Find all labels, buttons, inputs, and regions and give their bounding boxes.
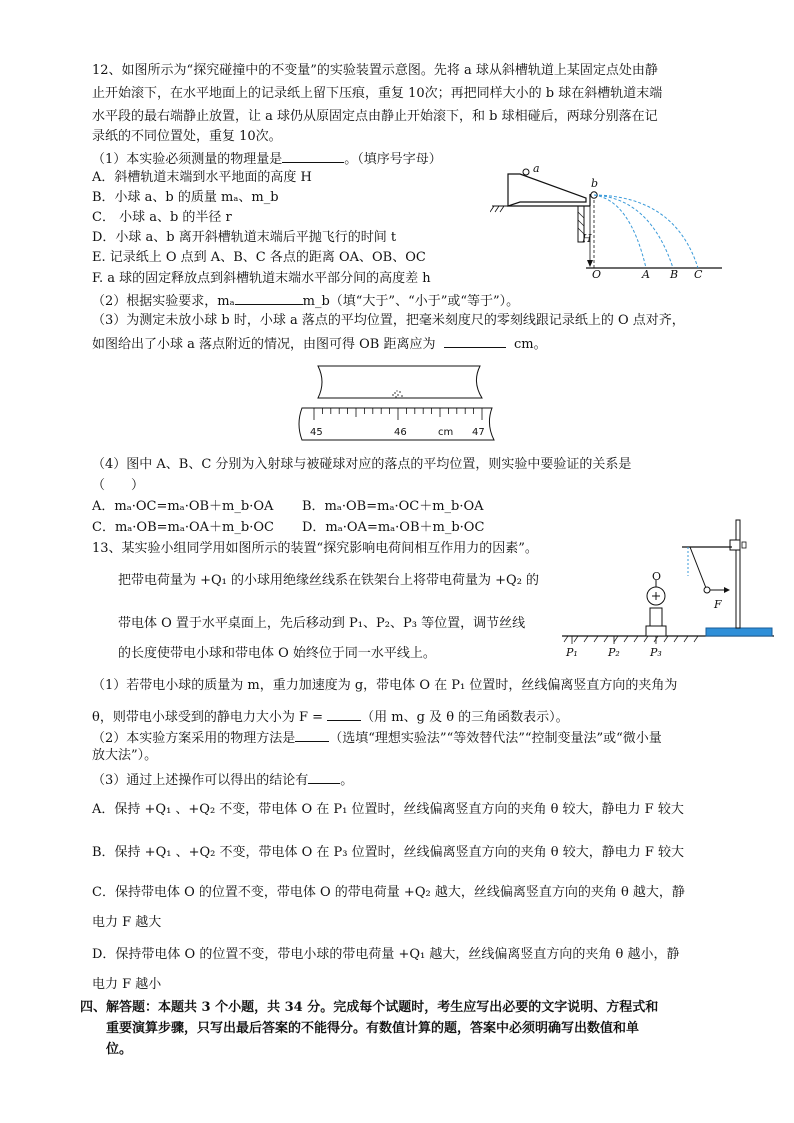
ruler-tick-47: 47 xyxy=(472,427,485,438)
q13-option-a: A．保持 +Q₁ 、+Q₂ 不变，带电体 O 在 P₁ 位置时，丝线偏离竖直方向的夹角 θ 较大，静电力 F 较大 xyxy=(92,802,684,817)
q13-option-d-line-2: 电力 F 越小 xyxy=(92,977,162,992)
q13-title: 13、某实验小组同学用如图所示的装置“探究影响电荷间相互作用力的因素”。 xyxy=(92,541,538,556)
q13-desc-line-3: 的长度使带电小球和带电体 O 始终位于同一水平线上。 xyxy=(118,646,436,661)
q12-stem-line-4: 录纸的不同位置处，重复 10次。 xyxy=(92,129,282,144)
q12-part3-line-1: （3）为测定未放小球 b 时，小球 a 落点的平均位置，把毫米刻度尺的零刻线跟记录纸上的 O 点对齐， xyxy=(92,313,685,328)
q13-part1-line-2 xyxy=(92,707,569,727)
label-C: C xyxy=(694,268,703,280)
q13-desc-line-1: 把带电荷量为 +Q₁ 的小球用绝缘丝线系在铁架台上将带电荷量为 +Q₂ 的 xyxy=(118,573,540,588)
q12-choice-d: D．mₐ·OA=mₐ·OB＋m_b·OC xyxy=(302,520,485,535)
trajectory-a xyxy=(594,195,646,268)
label-O: O xyxy=(592,268,602,280)
q13-part3 xyxy=(92,770,353,790)
q12-choice-b: B．mₐ·OB=mₐ·OC＋m_b·OA xyxy=(302,499,484,514)
q12-option-b: B．小球 a、b 的质量 mₐ、m_b xyxy=(92,190,279,205)
label-b: b xyxy=(591,177,599,190)
section4-line-1: 四、解答题：本题共 3 个小题，共 34 分。完成每个试题时，考生应写出必要的文字说明、方程式和 xyxy=(80,1000,659,1015)
stand-pole xyxy=(736,520,740,628)
label-P1: P₁ xyxy=(566,646,578,659)
q12-stem-line-1: 12、如图所示为“探究碰撞中的不变量”的实验装置示意图。先将 a 球从斜槽轨道上某固定点处由静 xyxy=(92,63,658,78)
label-O: O xyxy=(652,570,662,583)
q12-option-c: C． 小球 a、b 的半径 r xyxy=(92,210,232,225)
q12-choice-c: C．mₐ·OB=mₐ·OA＋m_b·OC xyxy=(92,520,274,535)
q13-option-b: B．保持 +Q₁ 、+Q₂ 不变，带电体 O 在 P₃ 位置时，丝线偏离竖直方向的夹角 θ 较大，静电力 F 较大 xyxy=(92,845,684,860)
section4-line-2: 重要演算步骤，只写出最后答案的不能得分。有数值计算的题，答案中必须明确写出数值和单 xyxy=(106,1021,640,1036)
q13-part2-line-1 xyxy=(92,728,662,748)
q13-part2-blank[interactable] xyxy=(295,728,329,742)
inclined-chute xyxy=(508,174,586,206)
ruler-unit: cm xyxy=(438,427,454,438)
q12-part1 xyxy=(92,149,442,169)
charged-ball xyxy=(704,587,710,593)
q12-stem-line-3: 水平段的最右端静止放置，让 a 球仍从原固定点由静止开始滚下，和 b 球相碰后，两球分别落在记 xyxy=(92,109,658,124)
label-A: A xyxy=(642,268,650,280)
trajectory-c xyxy=(594,195,698,268)
q12-option-f: F. a 球的固定释放点到斜槽轨道末端水平部分间的高度差 h xyxy=(92,271,431,286)
q13-part1-tail: （用 m、g 及 θ 的三角函数表示）。 xyxy=(361,710,569,725)
ruler-tick-45: 45 xyxy=(310,427,323,438)
q13-option-c-line-1: C．保持带电体 O 的位置不变，带电体 O 的带电荷量 +Q₂ 越大，丝线偏离竖直方向的夹角 θ 越大，静 xyxy=(92,885,685,900)
record-paper xyxy=(318,366,482,398)
stand-base xyxy=(706,628,772,636)
label-a: a xyxy=(533,162,540,175)
q13-option-d-line-1: D．保持带电体 O 的位置不变，带电小球的带电荷量 +Q₁ 越大，丝线偏离竖直方向的夹角 θ 越小，静 xyxy=(92,947,680,962)
label-H: H xyxy=(582,232,592,245)
silk-thread xyxy=(690,547,706,588)
ball-a xyxy=(523,169,529,175)
q12-part4: （4）图中 A、B、C 分别为入射球与被碰球对应的落点的平均位置，则实验中要验证的关系是 xyxy=(92,457,632,472)
q12-part2-text: （2）根据实验要求，mₐ xyxy=(92,294,235,309)
q12-choice-a: A．mₐ·OC=mₐ·OB＋m_b·OA xyxy=(92,499,274,514)
electrostatic-apparatus-diagram xyxy=(562,516,776,662)
q12-part3-blank[interactable] xyxy=(444,334,506,348)
q13-part3-blank[interactable] xyxy=(308,770,340,784)
label-P3: P₃ xyxy=(650,646,662,659)
q12-option-e: E. 记录纸上 O 点到 A、B、C 各点的距离 OA、OB、OC xyxy=(92,250,426,265)
q13-part2-tail: （选填“理想实验法”“等效替代法”“控制变量法”或“微小量 xyxy=(329,731,662,746)
q13-part2-text: （2）本实验方案采用的物理方法是 xyxy=(92,731,296,746)
section4-line-3: 位。 xyxy=(106,1042,133,1057)
ruler-figure xyxy=(296,362,502,444)
body-o-stand xyxy=(650,608,662,626)
q12-option-d: D．小球 a、b 离开斜槽轨道末端后平抛飞行的时间 t xyxy=(92,230,397,245)
collision-apparatus-diagram xyxy=(490,162,730,280)
q12-part2-blank[interactable] xyxy=(235,291,303,305)
ruler-tick-46: 46 xyxy=(394,427,407,438)
q13-part1-line-1: （1）若带电小球的质量为 m，重力加速度为 g，带电体 O 在 P₁ 位置时，丝线偏离竖直方向的夹角为 xyxy=(92,678,678,693)
body-o-base xyxy=(646,626,666,636)
q12-part1-tail: 。（填序号字母） xyxy=(344,152,442,167)
q13-part3-text: （3）通过上述操作可以得出的结论有 xyxy=(92,773,309,788)
q12-part4-paren: （ ） xyxy=(92,478,145,493)
q12-option-a: A．斜槽轨道末端到水平地面的高度 H xyxy=(92,170,312,185)
q13-part2-line-2: 放大法”）。 xyxy=(92,748,158,763)
q13-part1-text: θ，则带电小球受到的静电力大小为 F = xyxy=(92,710,324,725)
q13-part1-blank[interactable] xyxy=(327,707,361,721)
q13-desc-line-2: 带电体 O 置于水平桌面上，先后移动到 P₁、P₂、P₃ 等位置，调节丝线 xyxy=(118,616,526,631)
label-F: F xyxy=(714,598,722,611)
q12-part1-blank[interactable] xyxy=(282,149,344,163)
q12-part3-text: 如图给出了小球 a 落点附近的情况，由图可得 OB 距离应为 xyxy=(92,337,436,352)
q12-part3-line-2 xyxy=(92,334,547,354)
label-B: B xyxy=(670,268,679,280)
ruler-ticks xyxy=(314,408,482,420)
q12-part3-unit: cm。 xyxy=(514,337,547,352)
q12-part1-text: （1）本实验必须测量的物理量是 xyxy=(92,152,283,167)
q12-part2-tail: m_b（填“大于”、“小于”或“等于”）。 xyxy=(302,294,520,309)
q13-part3-tail: 。 xyxy=(340,773,354,788)
q13-option-c-line-2: 电力 F 越大 xyxy=(92,915,162,930)
q12-part2 xyxy=(92,291,519,311)
label-P2: P₂ xyxy=(608,646,620,659)
stand-clamp xyxy=(730,540,740,550)
q12-stem-line-2: 止开始滚下，在水平地面上的记录纸上留下压痕，重复 10次；再把同样大小的 b 球在斜槽轨道末端 xyxy=(92,86,663,101)
